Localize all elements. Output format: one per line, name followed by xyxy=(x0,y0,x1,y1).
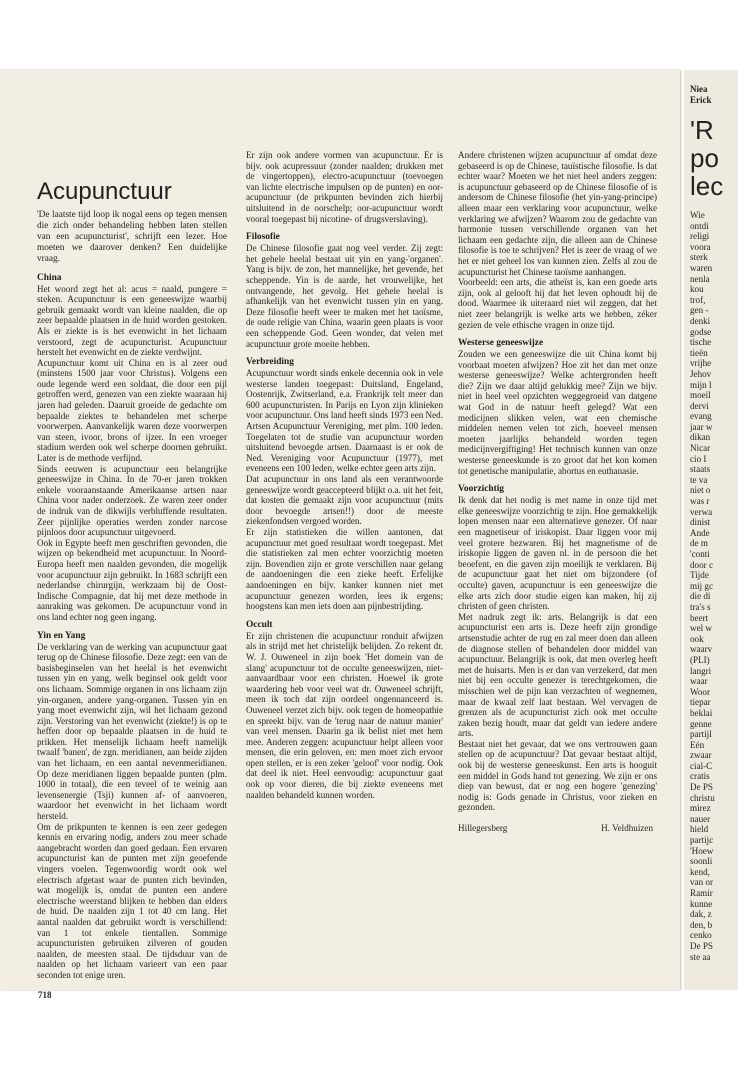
signature-place: Hillegersberg xyxy=(458,823,508,834)
facing-text-line: Woor xyxy=(690,686,710,697)
section-heading-occult: Occult xyxy=(246,619,273,630)
facing-text-line: nenla xyxy=(690,273,710,284)
paragraph: Dat acupunctuur in ons land als een verantwoorde geneeswijze wordt geaccepteerd blijkt o.a. uit het feit, dat kosten die gemaakt zijn voor acupunctuur (mits door bevoegde artsen!!) door de meeste ziekenfondsen vergoed worden. xyxy=(246,474,443,527)
facing-text-line: mijn l xyxy=(690,379,712,390)
facing-text-line: dinist xyxy=(690,517,711,528)
facing-text-line: 'Hoew xyxy=(690,845,714,856)
section-heading-yin-yang: Yin en Yang xyxy=(37,630,86,641)
facing-text-line: cio I xyxy=(690,453,707,464)
facing-text-line: cratis xyxy=(690,771,710,782)
facing-text-line: moeil xyxy=(690,390,711,401)
facing-text-line: cial-C xyxy=(690,760,713,771)
section-heading-filosofie: Filosofie xyxy=(246,232,280,243)
facing-text-line: den, b xyxy=(690,919,713,930)
facing-text-line: evang xyxy=(690,411,712,422)
facing-text-line: Eén xyxy=(690,739,705,750)
column-1 xyxy=(37,150,227,985)
paragraph: Ik denk dat het nodig is met name in onze tijd met elke geneeswijze voorzichtig te zijn. Hoe gemakkelijk lopen mensen naar een alternatieve genezer. Of naar een magnetiseur of iriskopist. Daar liggen voor mij veel grotere bezwaren. Bij het magnetisme of de iriskopie liggen de gaven nl. in de persoon die het beoefent, en die gaven zijn moeilijk te verklaren. Bij de acupunctuur gaat het niet om bijzondere (of occulte) gaven, acupunctuur is een geneeswijze die elke arts zich door studie eigen kan maken, hij zij christen of geen christen. xyxy=(458,495,657,612)
facing-text-line: Wie xyxy=(690,210,705,220)
facing-text-line: niet o xyxy=(690,485,711,496)
facing-text-line: cenko xyxy=(690,930,712,941)
paragraph: Bestaat niet het gevaar, dat we ons vertrouwen gaan stellen op de acupunctuur? Dat gevaar bestaat altijd, ook bij de westerse geneeskunst. Een arts is hooguit een middel in Gods hand tot genezing. We zijn er ons diep van bewust, dat er nog een hogere 'genezing' nodig is: Gods genade in Christus, voor zieken en gezonden. xyxy=(458,738,657,813)
facing-text-line: tische xyxy=(690,337,712,348)
facing-text-line: de m xyxy=(690,538,708,549)
facing-text-line: trof, xyxy=(690,294,706,305)
page-number: 718 xyxy=(38,990,52,1000)
section-heading-china: China xyxy=(37,272,62,283)
facing-text-line: mirez xyxy=(690,803,711,814)
facing-text-line: De PS xyxy=(690,782,713,793)
magazine-page-left xyxy=(0,70,680,1000)
facing-text-line: Nicar xyxy=(690,443,711,454)
facing-text-line: ook xyxy=(690,633,704,644)
facing-text-line: beert xyxy=(690,612,709,623)
facing-headline-3: lec xyxy=(690,171,724,201)
facing-text-line: gen - xyxy=(690,305,709,316)
facing-text-line: soonli xyxy=(690,856,713,867)
facing-text-line: zwaar xyxy=(690,750,712,761)
facing-text-line: jaar w xyxy=(690,421,713,432)
facing-text-line: dervi xyxy=(690,400,709,411)
paragraph: De Chinese filosofie gaat nog veel verder. Zij zegt: het gehele heelal bestaat uit yin en yang-'organen'. Yang is bijv. de zon, het mannelijke, het gevende, het scheppende. Yin is de aarde, het vrouwelijke, het ontvangende, het gevolg. Het gehele heelal is afhankelijk van het evenwicht tussen yin en yang. Deze filosofie heeft weer te maken met het taoïsme, de oude religie van China, waarin geen plaats is voor een scheppende God. Geen wonder, dat velen met acupunctuur grote moeite hebben. xyxy=(246,243,443,349)
facing-text-line: nauer xyxy=(690,813,711,824)
facing-text-line: partijl xyxy=(690,729,712,740)
facing-text-line: kunne xyxy=(690,898,713,909)
facing-text-line: staats xyxy=(690,464,711,475)
facing-text-line: verwa xyxy=(690,506,713,517)
paragraph: Er zijn statistieken die willen aantonen, dat acupunctuur met goed resultaat wordt toegepast. Met die statistieken zal men echter voorzichtig moeten zijn. Bovendien zijn er grote verschillen naar gelang de aandoeningen die een zieke heeft. Erfelijke aandoeningen en bijv. kanker kunnen niet met acupunctuur genezen worden, lees ik ergens; hoogstens kan men iets doen aan pijnbestrijding. xyxy=(246,527,443,612)
facing-page-fragment xyxy=(684,70,738,990)
paragraph: Andere christenen wijzen acupunctuur af omdat deze gebaseerd is op de Chinese, tauïstische filosofie. Is dat echter waar? Moeten we het niet heel anders zeggen: is acupunctuur gebaseerd op de Chinese filosofie of is andersom de Chinese filosofie (het yin-yang-principe) alleen maar een verklaring voor acupunctuur, welke verklaring we afwijzen? Waarom zou de gedachte van harmonie tussen verschillende organen van het lichaam een gedachte zijn, die alleen aan de Chinese filosofie is toe te schrijven? Het is zeer de vraag of we het er niet geheel los van kunnen zien. Zelfs al zou de acupuncturist het Chinese taoïsme aanhangen. xyxy=(458,150,657,277)
facing-headline-1: 'R xyxy=(690,115,714,145)
facing-text-line: tieën xyxy=(690,347,708,358)
facing-text-line: voora xyxy=(690,241,711,252)
facing-text-line: denki xyxy=(690,315,711,326)
paragraph: Er zijn ook andere vormen van acupunctuur. Er is bijv. ook acupressuur (zonder naalden; drukken met de vingertoppen), electro-acupunctuur (toevoegen van lichte electrische impulsen op de punten) en oor-acupunctuur (de prikpunten bevinden zich hierbij uitsluitend in de oorschelp; oor-acupunctuur wordt vooral toegepast bij nicotine- of drugsverslaving). xyxy=(246,150,443,224)
facing-text-line: Jehov xyxy=(690,368,712,379)
facing-text-line: sterk xyxy=(690,252,708,263)
paragraph: Sinds eeuwen is acupunctuur een belangrijke geneeswijze in China. In de 70-er jaren trokken enkele vooraanstaande Amerikaanse artsen naar China voor nader onderzoek. Ze waren zeer onder de indruk van de dikwijls verbluffende resultaten. Zeer pijnlijke operaties werden zonder narcose pijnloos door acupunctuur uitgevoerd. xyxy=(37,463,227,538)
facing-text-line: dak, z xyxy=(690,909,712,920)
facing-text-line: waar xyxy=(690,676,708,687)
signature xyxy=(458,823,657,834)
facing-text-line: beklai xyxy=(690,707,713,718)
facing-text-line: van or xyxy=(690,877,713,888)
facing-text-line: religi xyxy=(690,231,710,242)
facing-text-line: kou xyxy=(690,284,704,295)
paragraph: Er zijn christenen die acupunctuur ronduit afwijzen als in strijd met het christelijk belijden. Zo rekent dr. W. J. Ouweneel in zijn boek 'Het domein van de slang' acupunctuur tot de occulte geneeswijzen, niet-aanvaardbaar voor een christen. Hoewel ik grote waardering heb voor veel wat dr. Ouweneel schrijft, meen ik toch dat zijn oordeel ongenuanceerd is. Ouweneel verzet zich bijv. ook tegen de homeopathie en spreekt bijv. van de 'terug naar de natuur manier' van veel mensen. Daarin ga ik belist niet met hem mee. Anderen zeggen: acupunctuur helpt alleen voor mensen, die erin geloven, en: men moet zich ervoor open stellen, er is een zeker 'geloof' voor nodig. Ook dat deel ik niet. Heel eenvoudig: acupunctuur gaat ook op voor dieren, die bij ziekte eveneens met naalden behandeld kunnen worden. xyxy=(246,630,443,800)
article-title: Acupunctuur xyxy=(37,178,172,205)
facing-text-line: was r xyxy=(690,496,710,507)
facing-text-line: waren xyxy=(690,262,713,273)
facing-text-line: tiepar xyxy=(690,697,711,708)
facing-text-line: Tijde xyxy=(690,570,709,581)
facing-headline-2: po xyxy=(690,143,719,173)
paragraph: Voorbeeld: een arts, die atheïst is, kan een goede arts zijn, ook al gelooft hij dat het leven ophoudt bij de dood. Waarmee ik uiteraard niet wil zeggen, dat het niet zeer belangrijk is welke arts we hebben, zéker gezien de vele ethische vragen in onze tijd. xyxy=(458,277,657,330)
paragraph: De verklaring van de werking van acupunctuur gaat terug op de Chinese filosofie. Deze zegt: een van de basisbeginselen van het heelal is het evenwicht tussen yin en yang, welk beginsel ook geldt voor ons lichaam. Sommige organen in ons lichaam zijn yin-organen, andere yang-organen. Tussen yin en yang moet evenwicht zijn, wil het lichaam gezond zijn. Verstoring van het evenwicht (ziekte!) is op te heffen door op bepaalde plaatsen in de huid te prikken. Het menselijk lichaam heeft namelijk twaalf 'banen', de zgn. meridianen, aan beide zijden van het lichaam, en een aantal nevenmeridianen. Op deze meridianen liggen bepaalde punten (plm. 1000 in totaal), die een teveel of te weinig aan levensenergie (Tsji) kunnen af- of aanvoeren, waardoor het evenwicht in het lichaam wordt hersteld. xyxy=(37,641,227,822)
facing-text-line: partijc xyxy=(690,835,714,846)
facing-text-line: ontdi xyxy=(690,220,709,231)
paragraph: Ook in Egypte heeft men geschriften gevonden, die wijzen op bekendheid met acupunctuur. In Noord-Europa heeft men naalden gevonden, die mogelijk voor acupunctuur zijn gebruikt. In 1683 schrijft een nederlandse chirurgijn, werkzaam bij de Oost-Indische Compagnie, dat hij met deze methode in aanraking was gekomen. De acupunctuur vond in ons land echter nog geen ingang. xyxy=(37,537,227,622)
paragraph: Met nadruk zegt ik: arts. Belangrijk is dat een acupuncturist een arts is. Deze heeft zijn grondige artsenstudie achter de rug en zal meer doen dan alleen de diagnose stellen of behandelen door middel van acupunctuur. Belangrijk is ook, dat men overleg heeft met de huisarts. Men is er dan van verzekerd, dat men niet bij een occulte genezer is terechtgekomen, die misschien wel de pijn kan verzachten of wegnemen, maar de kwaal zelf laat bestaan. Wel vervagen de grenzen als de acupuncturist zich ook met occulte zaken bezig houdt, maar dat geldt van iedere andere arts. xyxy=(458,611,657,739)
paragraph: Acupunctuur wordt sinds enkele decennia ook in vele westerse landen toegepast: Duitsland, Engeland, Oostenrijk, Zwitserland, e.a. Frankrijk telt meer dan 600 acupuncturisten. In Parijs en Lyon zijn klinieken voor acupunctuur. Ons land heeft sinds 1973 een Ned. Artsen Acupunctuur Vereniging, met plm. 100 leden. Toegelaten tot de studie van acupunctuur worden uitsluitend bevoegde artsen. Daarnaast is er ook de Ned. Vereniging voor Acupunctuur (1977), met eveneens een 100 leden, welke echter geen arts zijn. xyxy=(246,368,443,474)
facing-text-line: waarv xyxy=(690,644,713,655)
facing-text-line: die di xyxy=(690,591,711,602)
column-2 xyxy=(246,150,443,985)
facing-text-line: christu xyxy=(690,792,715,803)
facing-text-line: langri xyxy=(690,665,712,676)
article-intro: 'De laatste tijd loop ik nogal eens op tegen mensen die zich onder behandeling hebben laten stellen van een acupuncturist', schrijft een lezer. Hoe moeten we daarover denken? Een duidelijke vraag. xyxy=(37,210,227,264)
facing-byline-2: Erick xyxy=(690,95,712,105)
column-3 xyxy=(458,150,657,985)
paragraph: Acupunctuur komt uit China en is al zeer oud (minstens 1500 jaar voor Christus). Volgens een oude legende werd een soldaat, die door een pijl getroffen werd, genezen van een ziekte waaraan hij jaren had geleden. Daaruit groeide de gedachte om bepaalde ziektes te behandelen met scherpe voorwerpen. Aanvankelijk waren deze voorwerpen van steen, ivoor, brons of ijzer. In een vroeger stadium werden ook wel scherpe doornen gebruikt. Later is de methode verfijnd. xyxy=(37,357,227,464)
facing-text-line: De PS xyxy=(690,940,713,951)
facing-text-line: mij gc xyxy=(690,580,713,591)
signature-author: H. Veldhuizen xyxy=(601,823,653,834)
section-heading-verbreiding: Verbreiding xyxy=(246,357,294,368)
facing-text-line: 'conti xyxy=(690,549,710,559)
facing-text-line: Ande xyxy=(690,527,710,538)
section-heading-voorzichtig: Voorzichtig xyxy=(458,484,504,495)
paragraph: Het woord zegt het al: acus = naald, pungere = steken. Acupunctuur is een geneeswijze waarbij gebruik gemaakt wordt van kleine naalden, die op zeer bepaalde plaatsen in de huid worden gestoken. Als er ziekte is is het evenwicht in het lichaam verstoord, zegt de acupuncturist. Acupunctuur herstelt het evenwicht en de ziekte verdwijnt. xyxy=(37,283,227,358)
paragraph: Zouden we een geneeswijze die uit China komt bij voorbaat moeten afwijzen? Hoe zit het dan met onze westerse geneeswijze? Welke achtergronden heeft die? Zijn we daar altijd gelukkig mee? Zijn we bijv. niet in heel veel opzichten weggegroeid van datgene wat God in de natuur heeft gelegd? Wat een medicijnen slikken velen, wat een chemische middelen nemen velen tot zich, hoeveel mensen moeten jaarlijks behandeld worden tegen medicijnvergiftiging! Het technisch kunnen van onze westerse geneeskunde is zo groot dat het kon komen tot genetische manipulatie, abortus en euthanasie. xyxy=(458,349,657,476)
section-heading-westerse-geneeswijze: Westerse geneeswijze xyxy=(458,338,544,349)
facing-text-line: dikan xyxy=(690,432,711,443)
facing-text-line: tra's s xyxy=(690,601,711,612)
facing-text-line: kend, xyxy=(690,866,710,877)
facing-text-line: Ramir xyxy=(690,888,713,898)
facing-text-line: ste aa xyxy=(690,951,711,962)
facing-text-line: te va xyxy=(690,474,708,485)
facing-text-fragments xyxy=(684,200,738,962)
facing-text-line: door c xyxy=(690,559,713,570)
facing-text-line: godse xyxy=(690,326,712,337)
facing-text-line: wel w xyxy=(690,623,712,634)
facing-text-line: vrijhe xyxy=(690,358,712,369)
facing-byline-1: Niea xyxy=(690,84,708,94)
facing-text-line: genne xyxy=(690,718,712,729)
paragraph: Om de prikpunten te kennen is een zeer gedegen kennis en ervaring nodig, anders zou meer schade aangebracht worden dan goed gedaan. Een ervaren acupuncturist kan de punten met zijn geoefende vingers voelen. Tegenwoordig wordt ook wel electrisch afgetast waar de punten zich bevinden, wat mogelijk is, omdat de punten een andere electrische weerstand blijken te hebben dan elders de huid. De naalden zijn 1 tot 40 cm lang. Het aantal naalden dat gebruikt wordt is verschillend: van 1 tot enkele tientallen. Sommige acupuncturisten gebruiken zilveren of gouden naalden, de meesten staal. De tijdsduur van de naalden op het lichaam varieert van een paar seconden tot enige uren. xyxy=(37,821,227,980)
facing-text-line: (PLI) xyxy=(690,654,710,665)
facing-text-line: hield xyxy=(690,824,709,835)
